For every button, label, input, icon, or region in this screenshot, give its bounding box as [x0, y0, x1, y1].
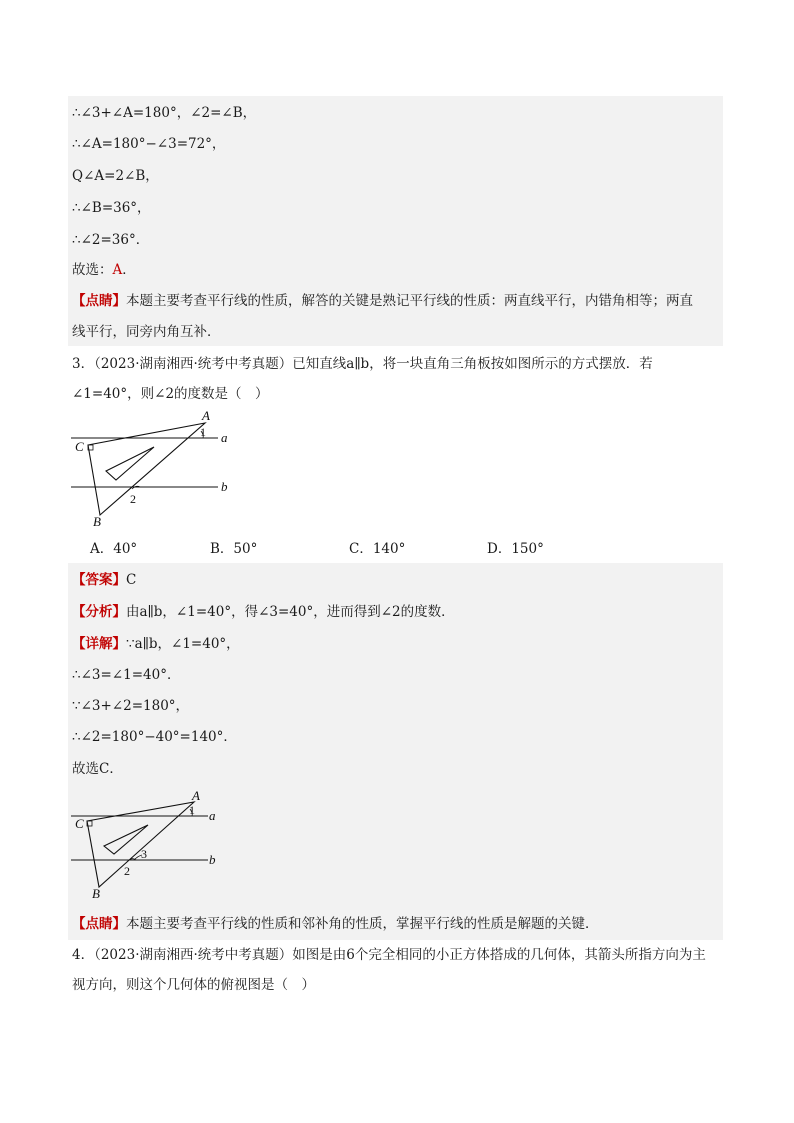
- answer-line: 【答案】C: [72, 572, 137, 588]
- label-A: A: [192, 789, 200, 803]
- step-line: ∵∠3+∠2=180°，: [72, 698, 190, 714]
- triangle-figure-solution: [68, 789, 248, 904]
- option-c: C．140°: [349, 541, 406, 557]
- label-3: 3: [141, 847, 147, 861]
- label-A: A: [202, 408, 210, 423]
- comment-tag: 【点睛】: [72, 293, 126, 309]
- detail-line: 【详解】∵a∥b，∠1=40°，: [72, 636, 240, 652]
- triangle-figure: [68, 405, 248, 530]
- label-2: 2: [124, 864, 130, 878]
- step-line: ∴∠2=180°−40°=140°．: [72, 729, 237, 745]
- answer-line: 故选：A．: [72, 262, 136, 278]
- label-b: b: [221, 479, 228, 494]
- question-stem: ∠1=40°，则∠2的度数是（ ）: [72, 386, 269, 402]
- answer-tag: 【答案】: [72, 572, 126, 588]
- step-line: ∴∠3=∠1=40°．: [72, 667, 181, 683]
- question-stem: 视方向，则这个几何体的俯视图是（ ）: [72, 977, 315, 993]
- comment-line: 线平行，同旁内角互补．: [72, 324, 221, 340]
- label-1: 1: [200, 425, 206, 439]
- label-2: 2: [130, 492, 136, 506]
- label-b: b: [209, 852, 216, 867]
- comment-line: 【点睛】本题主要考查平行线的性质，解答的关键是熟记平行线的性质：两直线平行，内错角相等；两直: [72, 293, 693, 309]
- analysis-tag: 【分析】: [72, 604, 126, 620]
- label-a: a: [209, 808, 216, 823]
- choose-line: 故选C．: [72, 761, 123, 777]
- step-line: Q∠A=2∠B，: [72, 168, 159, 184]
- label-C: C: [75, 439, 84, 454]
- option-a: A．40°: [90, 541, 138, 557]
- step-line: ∴∠A=180°−∠3=72°，: [72, 136, 226, 152]
- label-B: B: [92, 886, 100, 901]
- label-C: C: [75, 816, 84, 831]
- option-d: D．150°: [487, 541, 544, 557]
- step-line: ∴∠3+∠A=180°，∠2=∠B，: [72, 105, 257, 121]
- question-stem: 4．（2023·湖南湘西·统考中考真题）如图是由6个完全相同的小正方体搭成的几何体，其箭头所指方向为主: [72, 947, 706, 963]
- comment-tag: 【点睛】: [72, 916, 126, 932]
- label-B: B: [93, 514, 101, 529]
- option-b: B．50°: [210, 541, 258, 557]
- detail-tag: 【详解】: [72, 636, 126, 652]
- label-1: 1: [189, 803, 195, 817]
- label-a: a: [221, 430, 228, 445]
- step-line: ∴∠2=36°．: [72, 232, 150, 248]
- comment-line: 【点睛】本题主要考查平行线的性质和邻补角的性质，掌握平行线的性质是解题的关键．: [72, 916, 599, 932]
- question-stem: 3．（2023·湖南湘西·统考中考真题）已知直线a∥b，将一块直角三角板按如图所示的方式摆放．若: [72, 356, 653, 372]
- answer-letter: A: [112, 262, 123, 278]
- analysis-line: 【分析】由a∥b，∠1=40°，得∠3=40°，进而得到∠2的度数．: [72, 604, 455, 620]
- step-line: ∴∠B=36°，: [72, 200, 151, 216]
